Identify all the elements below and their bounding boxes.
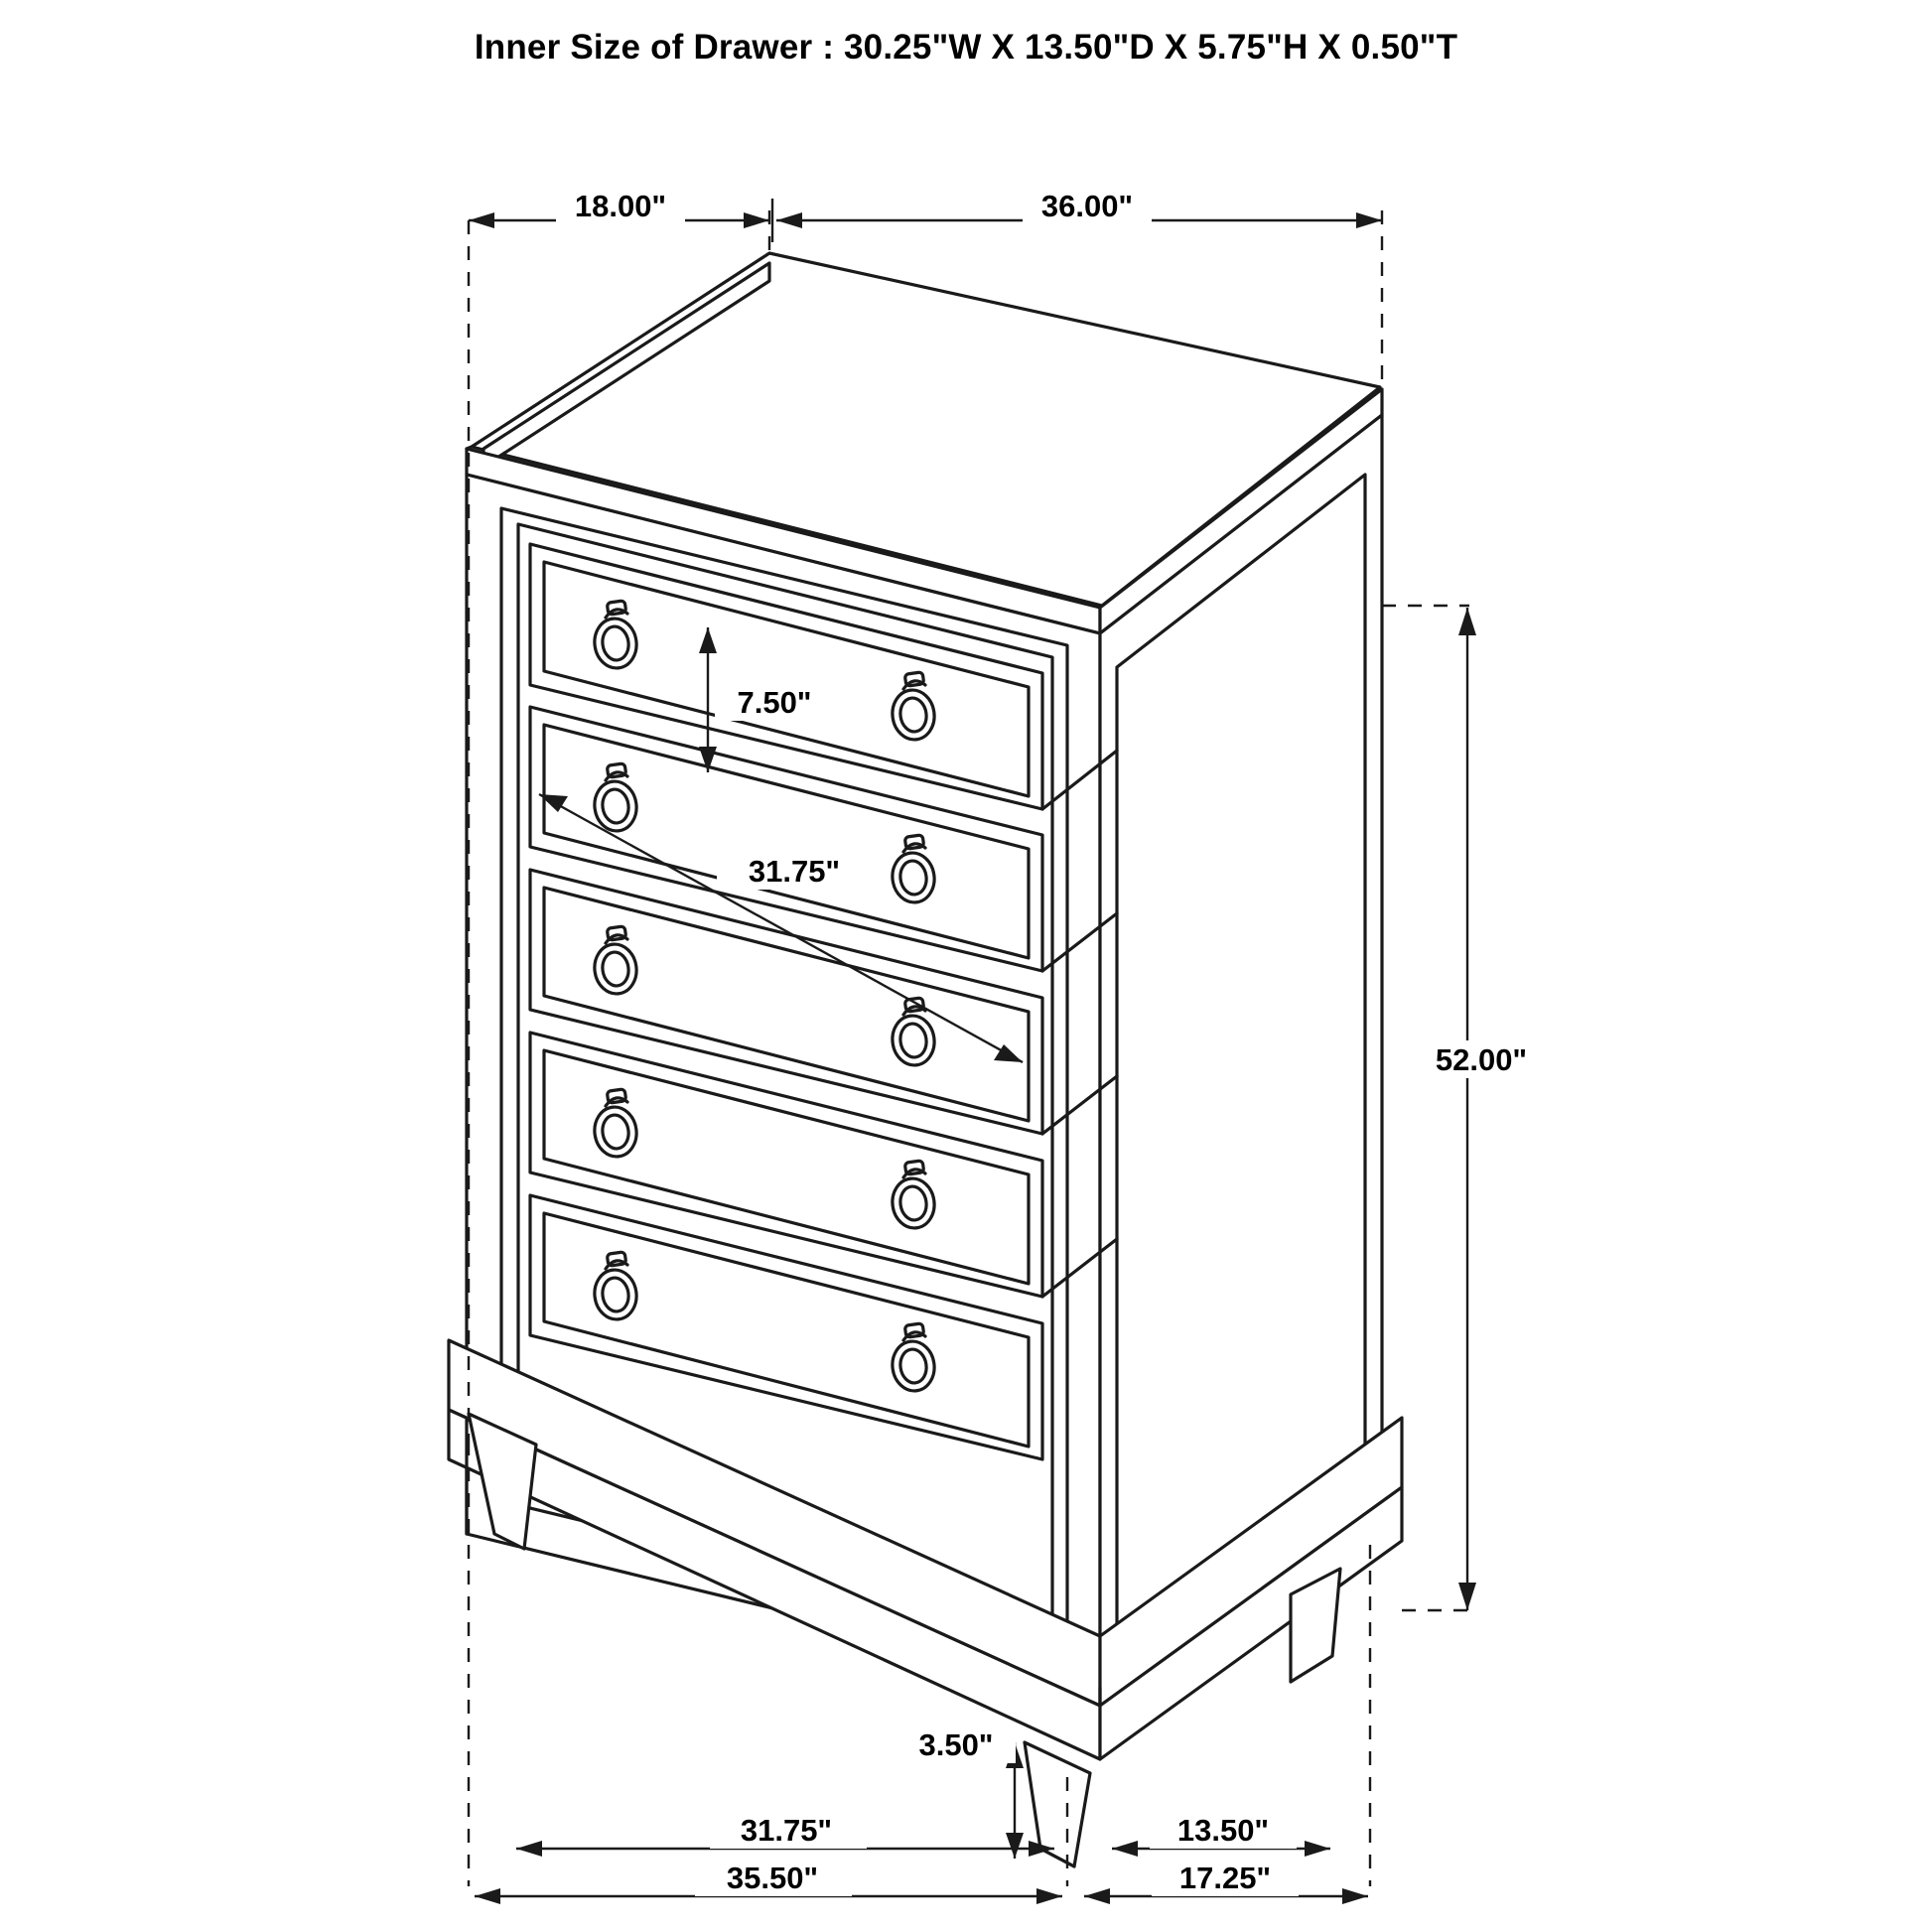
dim-label-bottom-side-depth: 13.50" [1176, 1813, 1270, 1848]
dim-label-top-depth: 18.00" [574, 189, 667, 223]
dim-label-overall-height: 52.00" [1435, 1042, 1528, 1077]
dim-overall-height [1458, 608, 1476, 1610]
page-title: Inner Size of Drawer : 30.25"W X 13.50"D X 5.75"H X 0.50"T [474, 28, 1458, 67]
dim-label-base-side-depth: 17.25" [1178, 1861, 1272, 1895]
dim-label-bottom-front-width: 31.75" [740, 1813, 833, 1848]
dim-label-drawer-height: 7.50" [737, 685, 812, 720]
dim-label-top-width: 36.00" [1040, 189, 1134, 223]
dim-label-leg-height: 3.50" [918, 1727, 994, 1762]
dim-label-base-front-width: 35.50" [726, 1861, 819, 1895]
dim-label-drawer-front-width: 31.75" [748, 854, 841, 889]
